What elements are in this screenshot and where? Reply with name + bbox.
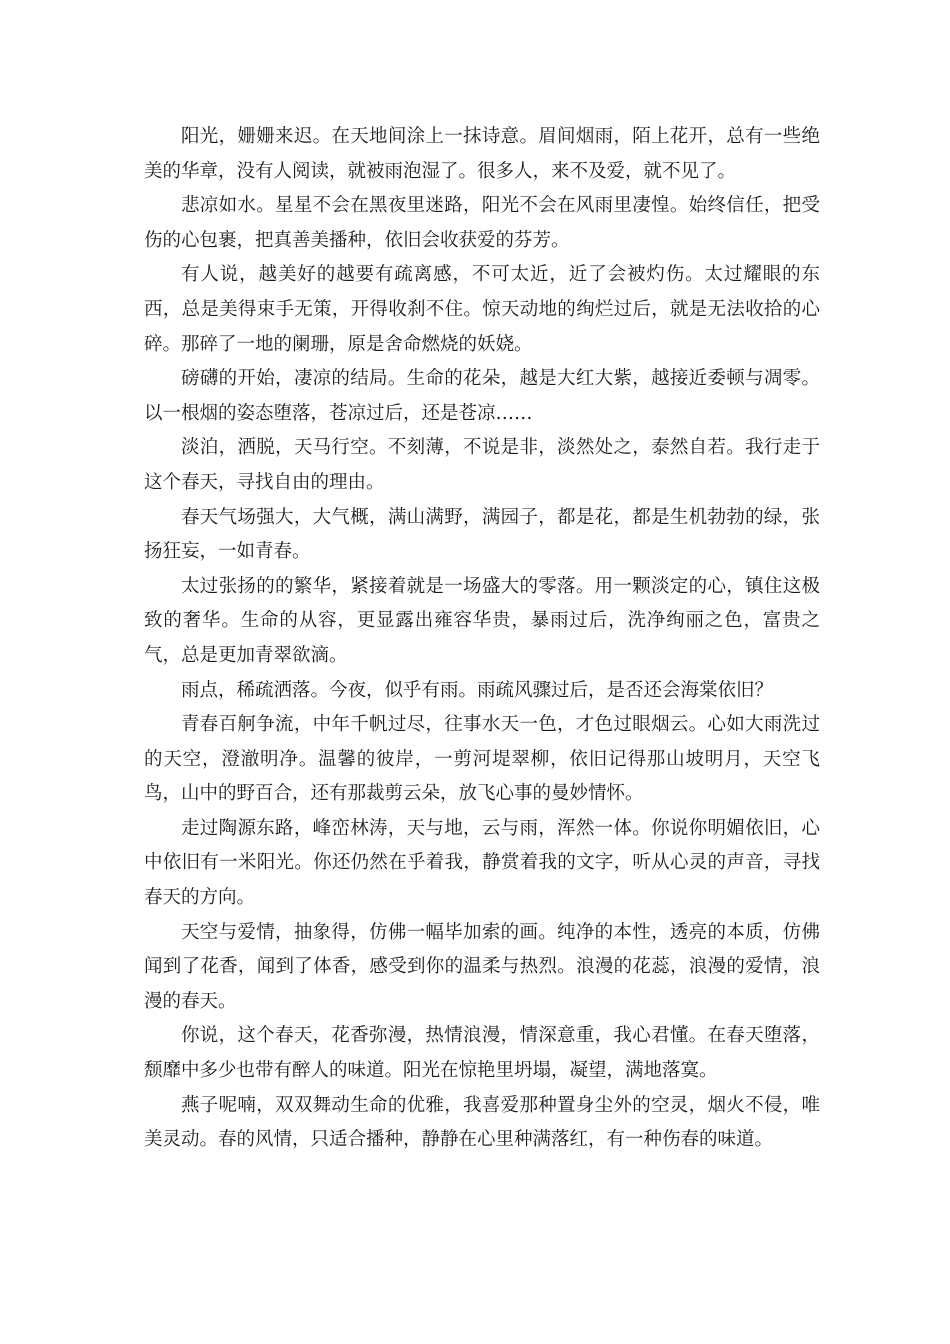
paragraph: 春天气场强大，大气概，满山满野，满园子，都是花，都是生机勃勃的绿，张扬狂妄，一如青春。 — [144, 506, 820, 563]
paragraph: 雨点，稀疏洒落。今夜，似乎有雨。雨疏风骤过后，是否还会海棠依旧？ — [181, 679, 774, 701]
paragraph: 淡泊，洒脱，天马行空。不刻薄，不说是非，淡然处之，泰然自若。我行走于这个春天，寻找自由的理由。 — [144, 437, 820, 493]
paragraph: 阳光，姗姗来迟。在天地间涂上一抹诗意。眉间烟雨，陌上花开，总有一些绝美的华章，没有人阅读，就被雨泡湿了。很多人，来不及爱，就不见了。 — [144, 126, 820, 182]
paragraph: 走过陶源东路，峰峦林涛，天与地，云与雨，浑然一体。你说你明媚依旧，心中依旧有一米阳光。你还仍然在乎着我，静赏着我的文字，听从心灵的声音，寻找春天的方向。 — [144, 817, 820, 909]
paragraph: 有人说，越美好的越要有疏离感，不可太近，近了会被灼伤。太过耀眼的东西，总是美得束手无策，开得收刹不住。惊天动地的绚烂过后，就是无法收拾的心碎。那碎了一地的阑珊，原是舍命燃烧的妖娆。 — [144, 264, 820, 355]
paragraph: 磅礴的开始，凄凉的结局。生命的花朵，越是大红大紫，越接近委顿与凋零。以一根烟的姿态堕落，苍凉过后，还是苍凉…… — [144, 368, 820, 424]
paragraph: 燕子呢喃，双双舞动生命的优雅，我喜爱那种置身尘外的空灵，烟火不侵，唯美灵动。春的风情，只适合播种，静静在心里种满落红，有一种伤春的味道。 — [144, 1094, 820, 1151]
paragraph: 悲凉如水。星星不会在黑夜里迷路，阳光不会在风雨里凄惶。始终信任，把受伤的心包裹，把真善美播种，依旧会收获爱的芬芳。 — [144, 195, 820, 251]
document-body — [144, 120, 820, 1158]
paragraph: 你说，这个春天，花香弥漫，热情浪漫，情深意重，我心君懂。在春天堕落，颓靡中多少也带有醉人的味道。阳光在惊艳里坍塌，凝望，满地落寞。 — [144, 1025, 820, 1082]
paragraph: 太过张扬的的繁华，紧接着就是一场盛大的零落。用一颗淡定的心，镇住这极致的奢华。生命的从容，更显露出雍容华贵，暴雨过后，洗净绚丽之色，富贵之气，总是更加青翠欲滴。 — [144, 575, 820, 666]
paragraph: 青春百舸争流，中年千帆过尽，往事水天一色，才色过眼烟云。心如大雨洗过的天空，澄澈明净。温馨的彼岸，一剪河堤翠柳，依旧记得那山坡明月，天空飞鸟，山中的野百合，还有那裁剪云朵，放飞心事的曼妙情怀。 — [144, 714, 820, 805]
paragraph: 天空与爱情，抽象得，仿佛一幅毕加索的画。纯净的本性，透亮的本质，仿佛闻到了花香，闻到了体香，感受到你的温柔与热烈。浪漫的花蕊，浪漫的爱情，浪漫的春天。 — [144, 921, 820, 1012]
